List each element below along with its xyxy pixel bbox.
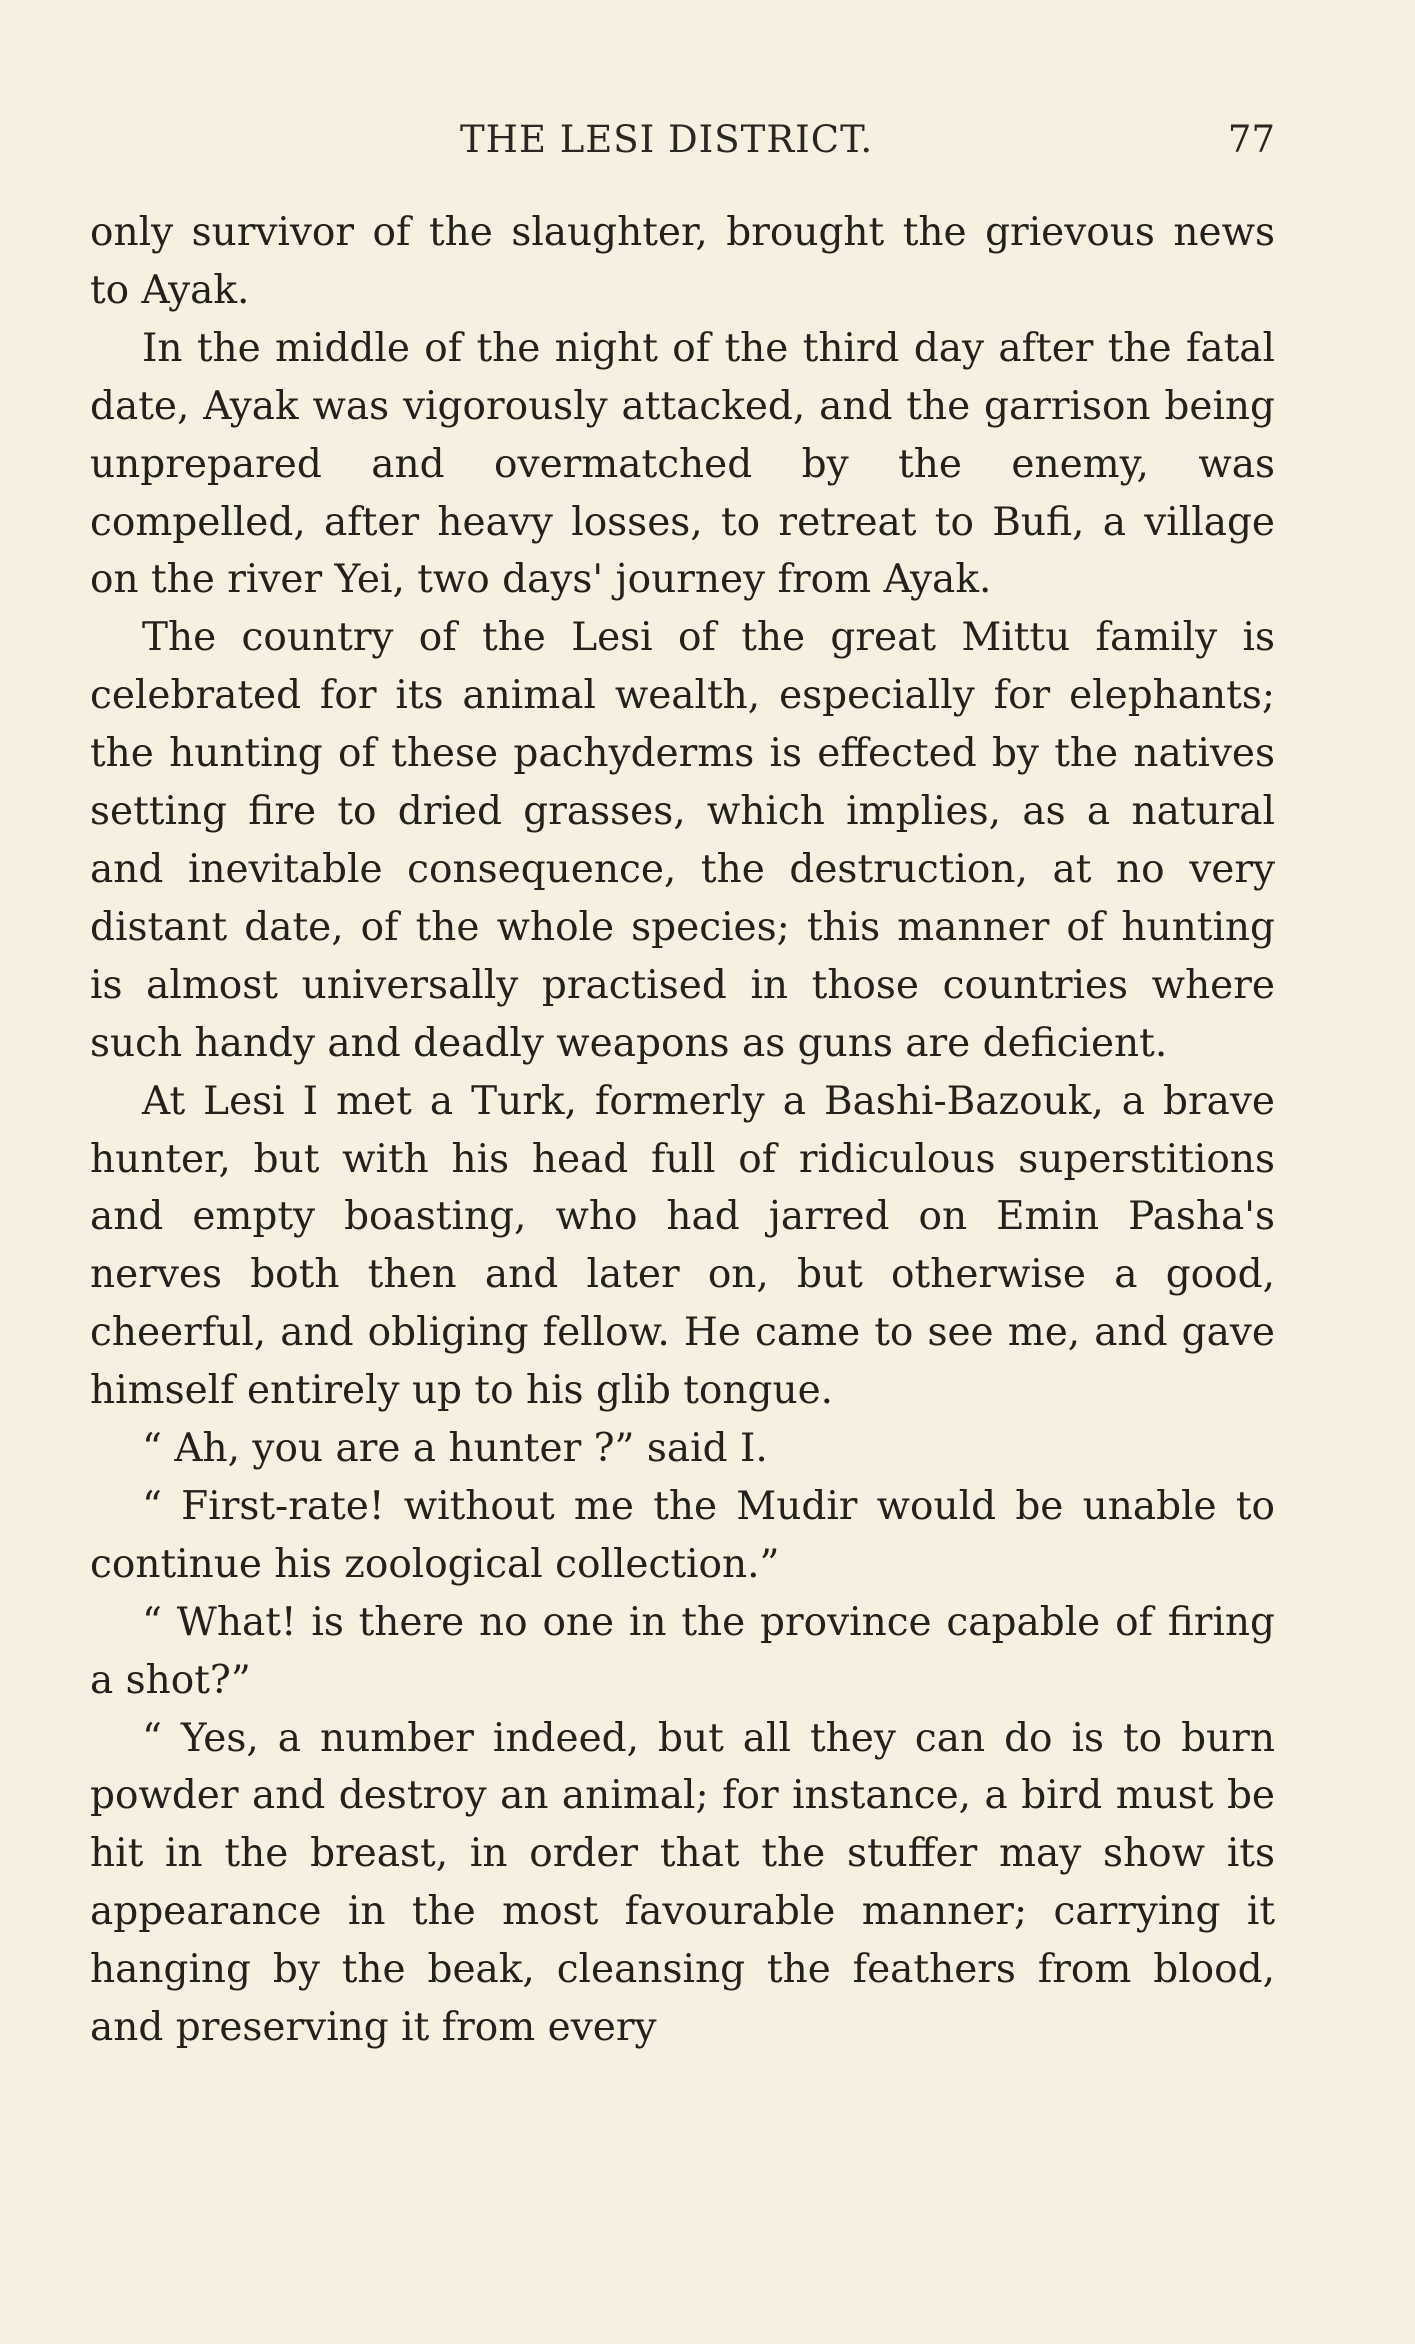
paragraph: only survivor of the slaughter, brought the grievous news to Ayak.	[90, 210, 1275, 313]
paragraph: The country of the Lesi of the great Mittu family is celebrated for its animal wealth, especially for elephants; the hunting of these pachyderms is effected by the natives setting fire to dried grasses, which implies, as a natural and inevitable consequence, the destruction, at no very distant date, of the whole species; this manner of hunting is almost universally practised in those countries where such handy and deadly weapons as guns are deficient.	[90, 615, 1275, 1066]
paragraph: At Lesi I met a Turk, formerly a Bashi-Bazouk, a brave hunter, but with his head full of ridiculous superstitions and empty boasting, who had jarred on Emin Pasha's nerves both then and later on, but otherwise a good, cheerful, and obliging fellow. He came to see me, and gave himself entirely up to his glib tongue.	[90, 1078, 1275, 1414]
dialogue-paragraph: “ Yes, a number indeed, but all they can do is to burn powder and destroy an animal; for instance, a bird must be hit in the breast, in order that the stuffer may show its appearance in the most favourable manner; carrying it hanging by the beak, cleansing the feathers from blood, and preserving it from every	[90, 1715, 1275, 2051]
dialogue-paragraph: “ Ah, you are a hunter ?” said I.	[142, 1426, 768, 1472]
body-text	[90, 204, 1275, 2057]
page-number: 77	[1227, 118, 1275, 161]
running-head	[90, 118, 1275, 166]
dialogue-paragraph: “ First-rate! without me the Mudir would be unable to continue his zoological collection.”	[90, 1483, 1275, 1587]
dialogue-paragraph: “ What! is there no one in the province capable of firing a shot?”	[90, 1599, 1275, 1703]
paragraph: In the middle of the night of the third day after the fatal date, Ayak was vigorously attacked, and the garrison being unprepared and overmatched by the enemy, was compelled, after heavy losses, to retreat to Bufi, a village on the river Yei, two days' journey from Ayak.	[90, 325, 1275, 603]
chapter-title: THE LESI DISTRICT.	[460, 118, 874, 161]
